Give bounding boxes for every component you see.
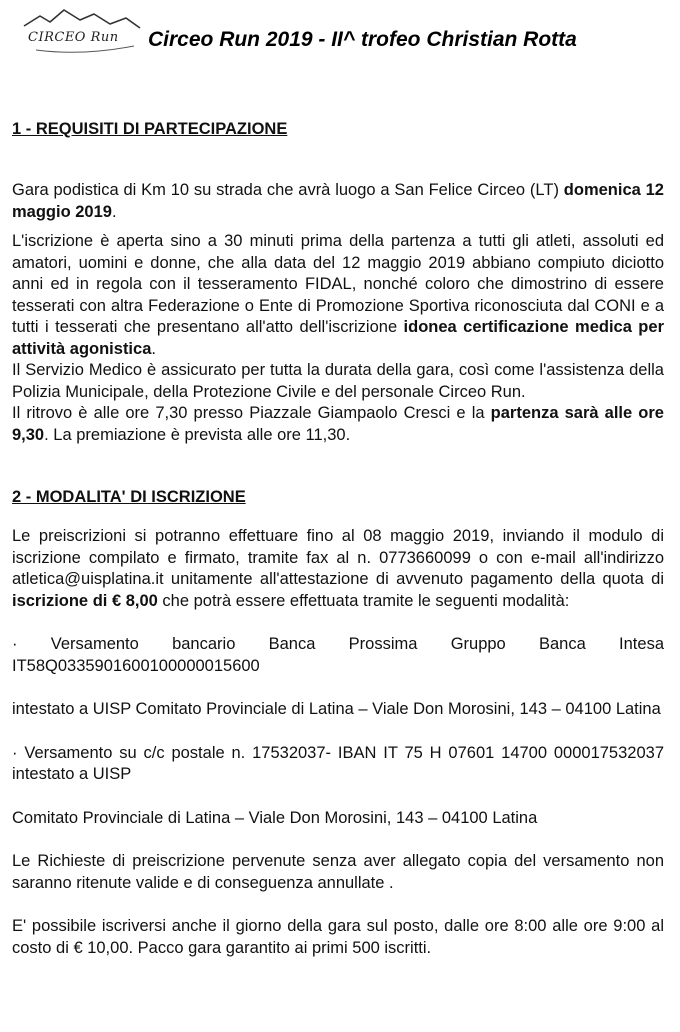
- race-date: domenica 12 maggio 2019: [12, 181, 664, 221]
- logo-text: CIRCEO Run: [28, 30, 119, 45]
- registration-fee: iscrizione di € 8,00: [12, 591, 158, 610]
- circeo-run-logo: [22, 6, 142, 58]
- document-title: Circeo Run 2019 - II^ trofeo Christian Rotta: [148, 28, 577, 51]
- section-1-paragraph-2: L'iscrizione è aperta sino a 30 minuti prima della partenza a tutti gli atleti, assoluti ed amatori, uomini e donne, che alla data del 12 maggio 2019 abbiano compiuto diciotto anni ed in regola con il tesseramento FIDAL, nonché coloro che dimostrino di essere tesserati con altra Federazione o Ente di Promozione Sportiva riconosciuta dal CONI e a tutti i tesserati che presentano all'atto dell'iscrizione idonea certificazione medica per attività agonistica.: [12, 232, 664, 358]
- preregistration-note: Le Richieste di preiscrizione pervenute senza aver allegato copia del versamento non saranno ritenute valide e di conseguenza annullate .: [12, 852, 664, 892]
- document-header: [0, 0, 680, 62]
- start-time: partenza sarà alle ore 9,30: [12, 404, 664, 444]
- payment-option-postal: · Versamento su c/c postale n. 17532037- IBAN IT 75 H 07601 14700 000017532037 intestato a UISP: [12, 743, 664, 783]
- section-2-heading: 2 - MODALITA' DI ISCRIZIONE: [12, 488, 246, 506]
- section-1-paragraph-4: Il ritrovo è alle ore 7,30 presso Piazzale Giampaolo Cresci e la partenza sarà alle ore 9,30. La premiazione è prevista alle ore 11,30.: [12, 404, 664, 444]
- section-1-paragraph-3: Il Servizio Medico è assicurato per tutta la durata della gara, così come l'assistenza della Polizia Municipale, della Protezione Civile e del personale Circeo Run.: [12, 361, 664, 401]
- onsite-registration-note: E' possibile iscriversi anche il giorno della gara sul posto, dalle ore 8:00 alle ore 9:00 al costo di € 10,00. Pacco gara garantito ai primi 500 iscritti.: [12, 917, 664, 957]
- payment-option-postal-holder: Comitato Provinciale di Latina – Viale Don Morosini, 143 – 04100 Latina: [12, 808, 538, 827]
- medical-certificate-requirement: idonea certificazione medica per attività agonistica: [12, 318, 664, 358]
- payment-option-bank-holder: intestato a UISP Comitato Provinciale di Latina – Viale Don Morosini, 143 – 04100 Latina: [12, 700, 661, 718]
- section-1-paragraph-1: Gara podistica di Km 10 su strada che avrà luogo a San Felice Circeo (LT) domenica 12 maggio 2019.: [12, 181, 664, 221]
- document-body: [12, 118, 664, 959]
- section-1-heading: 1 - REQUISITI DI PARTECIPAZIONE: [12, 120, 288, 138]
- payment-option-bank: · Versamento bancario Banca Prossima Gruppo Banca Intesa IT58Q0335901600100000015600: [12, 635, 664, 675]
- section-2-paragraph-1: Le preiscrizioni si potranno effettuare fino al 08 maggio 2019, inviando il modulo di iscrizione compilato e firmato, tramite fax al n. 0773660099 o con e-mail all'indirizzo atletica@uisplatina.it unitamente all'attestazione di avvenuto pagamento della quota di iscrizione di € 8,00 che potrà essere effettuata tramite le seguenti modalità:: [12, 527, 664, 610]
